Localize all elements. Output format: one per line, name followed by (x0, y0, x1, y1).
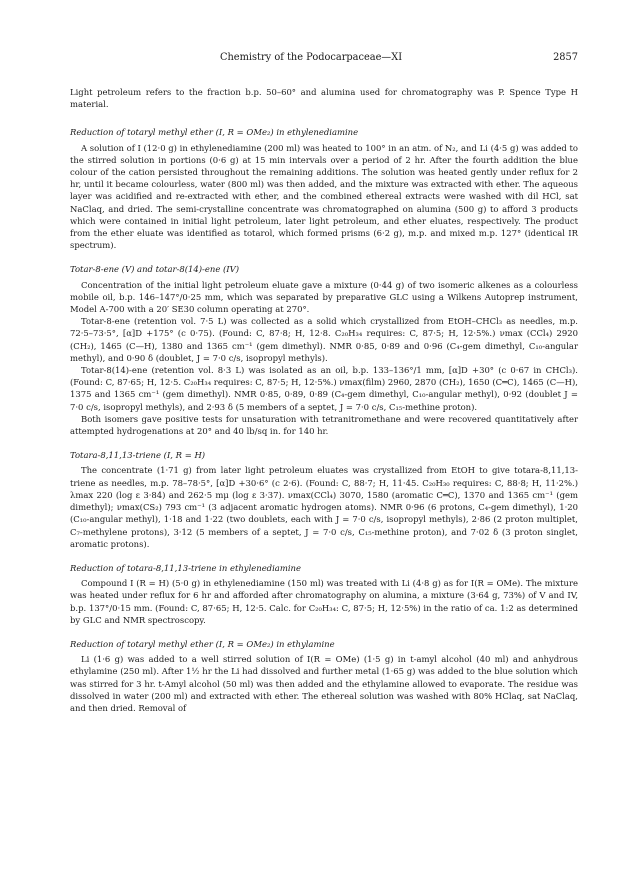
section-paragraph: Both isomers gave positive tests for unsaturation with tetranitromethane and were recovered quantitatively after attempted hydrogenations at 20° and 40 lb/sq in. for 140 hr. (70, 413, 578, 437)
section-heading: Reduction of totaryl methyl ether (I, R = OMe₂) in ethylenediamine (70, 127, 359, 138)
section-heading: Totar-8-ene (V) and totar-8(14)-ene (IV) (70, 264, 240, 275)
running-title: Chemistry of the Podocarpaceae—XI (220, 52, 403, 63)
intro-paragraph: Light petroleum refers to the fraction b.p. 50–60° and alumina used for chromatography was P. Spence Type H material. (70, 87, 578, 110)
section-paragraph: A solution of I (12·0 g) in ethylenediamine (200 ml) was heated to 100° in an atm. of N₂, and Li (4·5 g) was added to the stirred solution in portions (0·6 g) at 15 min intervals over a period of 2 hr. After the fourth addition the blue colour of the cation persisted throughout the remaining additions. The solution was heated gently under reflux for 2 hr, until it became colourless, water (800 ml) was then added, and the mixture was extracted with ether. The aqueous layer was acidified and re-extracted with ether, and the combined ethereal extracts were washed with dil HCl, sat NaClaq, and dried. The semi-crystalline concentrate was chromatographed on alumina (500 g) to afford 3 products which were contained in initial light petroleum, later light petroleum, and ether eluates, respectively. The product from the ether eluate was identified as totarol, which formed prisms (6·2 g), m.p. and mixed m.p. 127° (identical IR spectrum). (70, 142, 578, 251)
section-totarene-isomers (70, 263, 578, 437)
section-paragraph: Totar-8-ene (retention vol. 7·5 L) was collected as a solid which crystallized from EtOH–CHCl₃ as needles, m.p. 72·5–73·5°, [α]D +175° (c 0·75). (Found: C, 87·8; H, 12·8. C₂₀H₃₄ requires: C, 87·5; H, 12·5%.) νmax (CCl₄) 2920 (CH₂), 1465 (C—H), 1380 and 1365 cm⁻¹ (gem dimethyl). NMR 0·85, 0·89 and 0·96 (C₄-gem dimethyl, C₁₀-angular methyl), and 0·90 δ (doublet, J = 7·0 c/s, isopropyl methyls). (70, 316, 578, 363)
section-reduction-ethylamine (70, 638, 578, 714)
section-paragraph: Compound I (R = H) (5·0 g) in ethylenediamine (150 ml) was treated with Li (4·8 g) as for I(R = OMe). The mixture was heated under reflux for 6 hr and afforded after chromatography on alumina, a mixture (3·64 g, 73%) of V and IV, b.p. 137°/0·15 mm. (Found: C, 87·65; H, 12·5. Calc. for C₂₀H₃₄: C, 87·5; H, 12·5%) in the ratio of ca. 1:2 as determined by GLC and NMR spectroscopy. (70, 578, 578, 625)
section-totaratriene (70, 449, 578, 550)
running-header (70, 52, 578, 68)
section-paragraph: The concentrate (1·71 g) from later light petroleum eluates was crystallized from EtOH to give totara-8,11,13-triene as needles, m.p. 78–78·5°, [α]D +30·6° (c 2·6). (Found: C, 88·7; H, 11·45. C₂₀H₃₀ requires: C, 88·8; H, 11·2%.) λmax 220 (log ε 3·84) and 262·5 mμ (log ε 3·37). νmax(CCl₄) 3070, 1580 (aromatic C═C), 1370 and 1365 cm⁻¹ (gem dimethyl); νmax(CS₂) 793 cm⁻¹ (3 adjacent aromatic hydrogen atoms). NMR 0·96 (6 protons, C₄-gem dimethyl), 1·20 (C₁₀-angular methyl), 1·18 and 1·22 (two doublets, each with J = 7·0 c/s, isopropyl methyls), 2·86 (2 proton multiplet, C₇-methylene protons), 3·12 (5 members of a septet, J = 7·0 c/s, C₁₅-methine proton), and 7·02 δ (3 proton singlet, aromatic protons). (70, 465, 578, 549)
section-heading: Totara-8,11,13-triene (I, R = H) (70, 450, 206, 461)
page-number: 2857 (553, 52, 578, 63)
section-heading: Reduction of totara-8,11,13-triene in ethylenediamine (70, 562, 301, 573)
section-reduction-ethylenediamine (70, 126, 578, 251)
section-paragraph: Concentration of the initial light petroleum eluate gave a mixture (0·44 g) of two isomeric alkenes as a colourless mobile oil, b.p. 146–147°/0·25 mm, which was separated by preparative GLC using a Wilkens Autoprep instrument, Model A-700 with a 20′ SE30 column operating at 270°. (70, 279, 578, 315)
section-paragraph: Totar-8(14)-ene (retention vol. 8·3 L) was isolated as an oil, b.p. 133–136°/1 mm, [α]D +30° (c 0·67 in CHCl₃). (Found: C, 87·65; H, 12·5. C₂₀H₃₄ requires: C, 87·5; H, 12·5%.) νmax(film) 2960, 2870 (CH₂), 1650 (C═C), 1465 (C—H), 1375 and 1365 cm⁻¹ (gem dimethyl). NMR 0·85, 0·89, 0·89 (C₄-gem dimethyl, C₁₀-angular methyl), 0·92 (doublet J = 7·0 c/s, isopropyl methyls), and 2·93 δ (5 members of a septet, J = 7·0 c/s, C₁₅-methine proton). (70, 365, 578, 412)
section-heading: Reduction of totaryl methyl ether (I, R = OMe₂) in ethylamine (70, 638, 335, 649)
article-body (70, 86, 578, 726)
section-reduction-totaratriene (70, 562, 578, 626)
section-paragraph: Li (1·6 g) was added to a well stirred solution of I(R = OMe) (1·5 g) in t-amyl alcohol (40 ml) and anhydrous ethylamine (250 ml). After 1½ hr the Li had dissolved and further metal (1·65 g) was added to the blue solution which was stirred for 3 hr. t-Amyl alcohol (50 ml) was then added and the ethylamine allowed to evaporate. The residue was dissolved in water (200 ml) and extracted with ether. The ethereal solution was washed with 80% HClaq, sat NaClaq, and then dried. Removal of (70, 654, 578, 713)
